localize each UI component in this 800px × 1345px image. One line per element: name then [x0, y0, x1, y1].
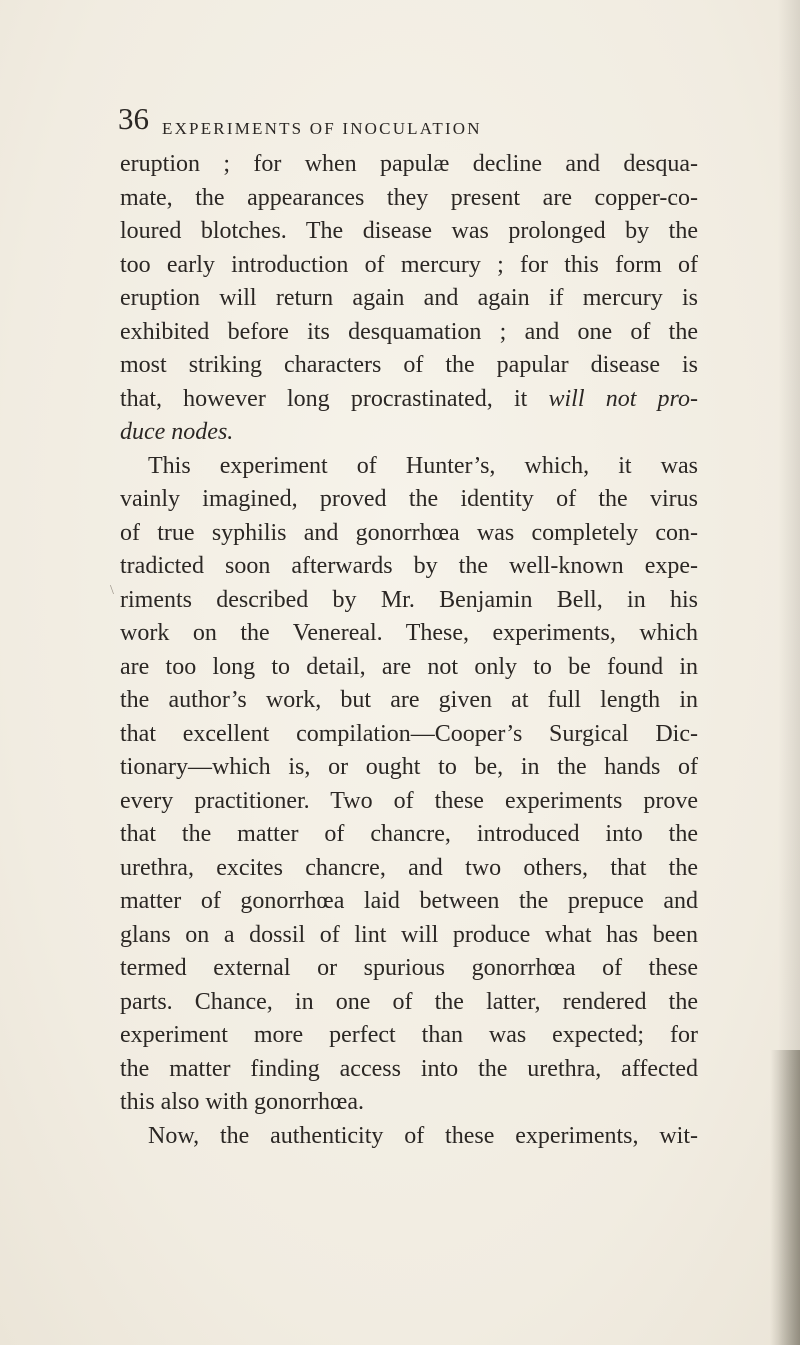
text-line: the matter finding access into the urethra, affected — [120, 1055, 698, 1082]
italic-phrase: will not pro- — [548, 385, 698, 412]
margin-mark: \ — [110, 583, 114, 598]
text-line: eruption will return again and again if mercury is — [120, 285, 698, 311]
page-number: 36 — [118, 101, 149, 136]
text-line: exhibited before its desquamation ; and one of the — [120, 318, 698, 345]
text-line: most striking characters of the papular disease is — [120, 352, 698, 378]
text-line: eruption ; for when papulæ decline and desqua- — [120, 151, 698, 177]
body-text — [120, 148, 698, 1153]
text-line: experiment more perfect than was expected; for — [120, 1022, 698, 1048]
text-line: This experiment of Hunter’s, which, it was — [148, 452, 698, 479]
running-head: EXPERIMENTS OF INOCULATION — [162, 119, 482, 138]
text-line: of true syphilis and gonorrhœa was completely con- — [120, 519, 698, 546]
text-line: urethra, excites chancre, and two others, that the — [120, 854, 698, 881]
text-line: mate, the appearances they present are copper-co- — [120, 184, 698, 211]
text-line: too early introduction of mercury ; for this form of — [120, 251, 698, 278]
page-edge-stain — [770, 1050, 800, 1345]
text-segment: that, however long procrastinated, it — [120, 385, 549, 412]
text-line: work on the Venereal. These, experiments, which — [120, 620, 698, 646]
text-line: riments described by Mr. Benjamin Bell, in his — [120, 586, 698, 613]
text-line: vainly imagined, proved the identity of the virus — [120, 486, 698, 512]
italic-phrase: duce nodes. — [120, 419, 234, 445]
text-line-italic-phrase — [120, 383, 698, 417]
text-line: parts. Chance, in one of the latter, rendered the — [120, 988, 698, 1015]
text-line: tradicted soon afterwards by the well-known expe- — [120, 553, 698, 579]
text-line: the author’s work, but are given at full length in — [120, 687, 698, 713]
text-line: matter of gonorrhœa laid between the prepuce and — [120, 888, 698, 914]
text-line: that the matter of chancre, introduced into the — [120, 821, 698, 847]
text-line: this also with gonorrhœa. — [120, 1089, 364, 1115]
text-line: tionary—which is, or ought to be, in the hands of — [120, 754, 698, 780]
text-line — [120, 416, 698, 450]
text-line: glans on a dossil of lint will produce what has been — [120, 921, 698, 948]
text-line: that excellent compilation—Cooper’s Surgical Dic- — [120, 720, 698, 747]
text-line: are too long to detail, are not only to be found in — [120, 653, 698, 680]
text-line: every practitioner. Two of these experiments prove — [120, 787, 698, 814]
text-line: termed external or spurious gonorrhœa of these — [120, 955, 698, 981]
text-line: Now, the authenticity of these experiments, wit- — [148, 1122, 698, 1149]
text-line: loured blotches. The disease was prolonged by the — [120, 218, 698, 244]
